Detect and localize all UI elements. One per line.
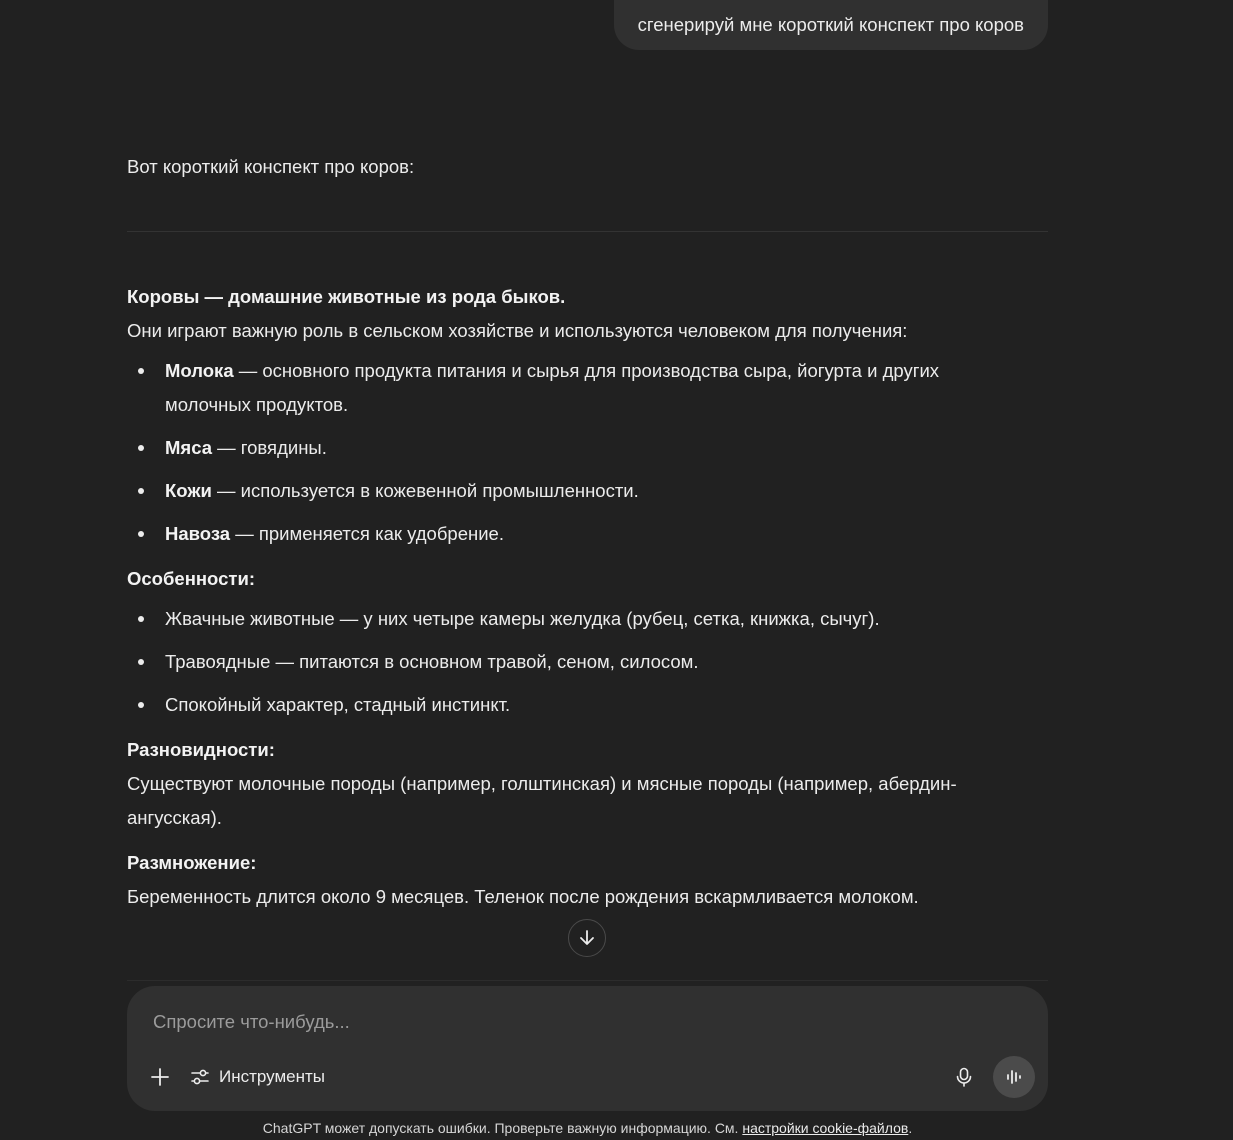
summary-heading: Коровы — домашние животные из рода быков.: [127, 286, 566, 307]
list-item-term: Кожи: [165, 480, 212, 501]
composer-divider: [127, 980, 1048, 981]
assistant-message: [127, 280, 1048, 914]
disclaimer-end: .: [908, 1120, 913, 1136]
varieties-text: Существуют молочные породы (например, голштинская) и мясные породы (например, абердин-ангусская).: [127, 773, 957, 828]
list-item: Травоядные — питаются в основном травой, сеном, силосом.: [127, 645, 995, 679]
dictate-button[interactable]: [949, 1062, 979, 1092]
breeding-heading: Размножение:: [127, 852, 257, 873]
list-item: [127, 517, 995, 551]
features-list: [127, 602, 1048, 722]
features-heading: Особенности:: [127, 568, 255, 589]
tools-label: Инструменты: [219, 1067, 326, 1086]
cookie-settings-link[interactable]: настройки cookie-файлов: [742, 1120, 909, 1136]
composer: [127, 986, 1048, 1111]
summary-lead: Они играют важную роль в сельском хозяйстве и используются человеком для получения:: [127, 320, 908, 341]
add-attachment-button[interactable]: [145, 1062, 175, 1092]
list-item-text: — основного продукта питания и сырья для производства сыра, йогурта и других молочных продуктов.: [165, 360, 940, 415]
sliders-icon: [189, 1066, 211, 1088]
breeding-text: Беременность длится около 9 месяцев. Теленок после рождения вскармливается молоком.: [127, 886, 919, 907]
list-item: Жвачные животные — у них четыре камеры желудка (рубец, сетка, книжка, сычуг).: [127, 602, 995, 636]
list-item-text: — используется в кожевенной промышленности.: [211, 480, 639, 501]
message-divider: [127, 231, 1048, 232]
prompt-input[interactable]: [151, 1006, 1015, 1038]
plus-icon: [149, 1066, 171, 1088]
microphone-icon: [953, 1066, 975, 1088]
uses-list: [127, 354, 1048, 551]
user-message-text: сгенерируй мне короткий конспект про коров: [637, 14, 1024, 35]
user-message-bubble: [614, 0, 1048, 50]
list-item: [127, 431, 995, 465]
waveform-icon: [1004, 1067, 1024, 1087]
list-item: [127, 354, 995, 422]
scroll-down-button[interactable]: [568, 919, 606, 957]
list-item-text: — применяется как удобрение.: [230, 523, 504, 544]
list-item-text: — говядины.: [212, 437, 327, 458]
voice-mode-button[interactable]: [993, 1056, 1035, 1098]
list-item-term: Мяса: [165, 437, 213, 458]
disclaimer-text: ChatGPT может допускать ошибки. Проверьте важную информацию. См.: [262, 1120, 743, 1136]
list-item-term: Молока: [165, 360, 234, 381]
assistant-intro: Вот короткий конспект про коров:: [127, 156, 415, 177]
varieties-heading: Разновидности:: [127, 739, 275, 760]
list-item-term: Навоза: [165, 523, 231, 544]
arrow-down-icon: [577, 928, 597, 948]
list-item: [127, 474, 995, 508]
tools-button[interactable]: [189, 1060, 325, 1094]
disclaimer: [0, 1120, 1175, 1136]
list-item: Спокойный характер, стадный инстинкт.: [127, 688, 995, 722]
